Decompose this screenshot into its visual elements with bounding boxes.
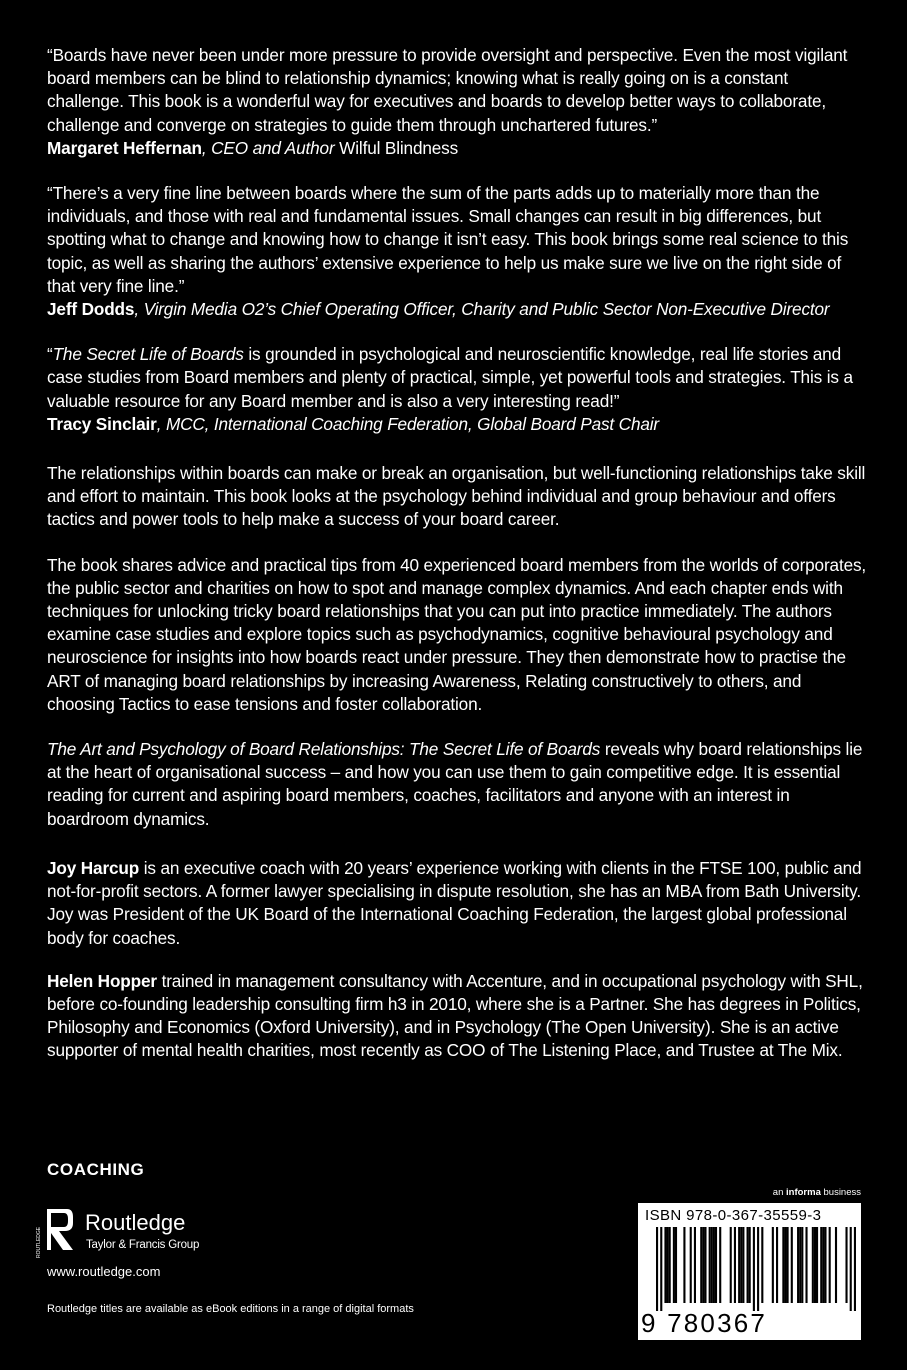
barcode-bar xyxy=(694,1227,696,1303)
barcode-bar xyxy=(734,1227,736,1303)
barcode-bar xyxy=(709,1227,711,1303)
quote-author-role: , CEO and Author xyxy=(201,137,335,158)
barcode-bar xyxy=(850,1227,852,1311)
quote-heffernan xyxy=(47,44,867,160)
barcode-bar xyxy=(711,1227,713,1303)
barcode-bar xyxy=(805,1227,807,1303)
barcode-bar xyxy=(814,1227,816,1303)
description-paragraph-3 xyxy=(47,738,867,831)
book-title: The Art and Psychology of Board Relationships: The Secret Life of Boards xyxy=(47,739,601,760)
barcode-bar xyxy=(667,1227,669,1303)
quote-text: “There’s a very fine line between boards where the sum of the parts adds up to materially more than the individuals, and those with real and fundamental issues. Small changes can result in big differences, but spotting what to change and knowing how to change it isn’t easy. This book brings some real science to this topic, as well as sharing the authors’ extensive experience to help us make sure we live on the right side of that very fine line.” xyxy=(47,183,849,296)
quote-author: Margaret Heffernan xyxy=(47,137,202,158)
author-bio-text: is an executive coach with 20 years’ experience working with clients in the FTSE 100, public and not-for-profit sectors. A former lawyer specialising in dispute resolution, she has an MBA from Bath University. Joy was President of the UK Board of the International Coaching Federation, the largest global professional body for coaches. xyxy=(47,857,862,948)
barcode-bar xyxy=(704,1227,706,1303)
author-name: Joy Harcup xyxy=(47,857,140,878)
barcode-bar xyxy=(660,1227,662,1311)
barcode-bar xyxy=(757,1227,759,1311)
barcode-bar xyxy=(761,1227,763,1303)
quote-text: “Boards have never been under more pressure to provide oversight and perspective. Even the most vigilant board members can be blind to relationship dynamics; knowing what is really going on is a constant challenge. This book is a wonderful way for executives and boards to develop better ways to collaborate, challenge and converge on strategies to guide them through unchartered futures.” xyxy=(47,45,848,135)
back-cover-content xyxy=(47,44,867,1083)
publisher-url[interactable]: www.routledge.com xyxy=(47,1264,161,1279)
description-paragraph-1: The relationships within boards can make or break an organisation, but well-functioning relationships take skill and effort to maintain. This book looks at the psychology behind individual and group behaviour and offers tactics and power tools to help make a success of your board career. xyxy=(47,463,866,530)
quote-author-role: , Virgin Media O2’s Chief Operating Officer, Charity and Public Sector Non-Executive Director xyxy=(134,299,830,320)
barcode-bar xyxy=(747,1227,749,1303)
barcode-bar xyxy=(829,1227,831,1303)
barcode-bar xyxy=(776,1227,778,1303)
barcode-bar xyxy=(816,1227,818,1303)
description-paragraph-2: The book shares advice and practical tips from 40 experienced board members from the worlds of corporates, the public sector and charities on how to spot and manage complex dynamics. And each chapter ends with techniques for unlocking tricky board relationships that you can put into practice immediately. The authors examine case studies and explore topics such as psychodynamics, cognitive behavioural psychology and neuroscience for insights into how boards react under pressure. They then demonstrate how to practise the ART of managing board relationships by increasing Awareness, Relating constructively to others, and choosing Tactics to ease tensions and foster collaboration. xyxy=(47,554,867,714)
informa-tagline xyxy=(773,1187,861,1198)
barcode-bar xyxy=(656,1227,658,1311)
publisher-name: Routledge xyxy=(85,1210,186,1235)
barcode-bar xyxy=(738,1227,740,1303)
barcode-bar xyxy=(730,1227,732,1303)
routledge-logo-icon xyxy=(37,1206,75,1260)
barcode-bar xyxy=(812,1227,814,1303)
barcode-bar xyxy=(669,1227,671,1303)
author-bio-harcup xyxy=(47,857,867,950)
barcode-bar xyxy=(797,1227,799,1303)
barcode-bar xyxy=(787,1227,789,1303)
quote-book-title: The Secret Life of Boards xyxy=(52,344,244,365)
description-text: reveals why board relationships lie at the heart of organisational success – and how you can use them to gain competitive edge. It is essential reading for current and aspiring board members, coaches, facilitators and anyone with an interest in boardroom dynamics. xyxy=(47,739,863,829)
subject-category: COACHING xyxy=(47,1160,145,1179)
barcode-bar xyxy=(782,1227,784,1303)
barcode-bar xyxy=(702,1227,704,1303)
barcode-bar xyxy=(824,1227,826,1303)
isbn-barcode xyxy=(638,1203,861,1369)
barcode-bar xyxy=(854,1227,856,1311)
barcode-bar xyxy=(742,1227,744,1303)
barcode-bar xyxy=(845,1227,847,1303)
informa-brand: informa xyxy=(786,1187,821,1198)
barcode-bar xyxy=(772,1227,774,1303)
barcode-bar xyxy=(753,1227,755,1311)
barcode-bar xyxy=(675,1227,677,1303)
quote-text: “ xyxy=(47,344,53,365)
barcode-bar xyxy=(719,1227,721,1303)
publisher-logo xyxy=(37,1206,257,1260)
author-name: Helen Hopper xyxy=(47,970,157,991)
barcode-bar xyxy=(683,1227,685,1303)
barcode-bar xyxy=(749,1227,751,1303)
barcode-bar xyxy=(799,1227,801,1303)
quote-author: Tracy Sinclair xyxy=(47,413,157,434)
quote-author-book: Wilful Blindness xyxy=(334,137,459,158)
barcode-digits: 9 780367 355593 xyxy=(641,1308,768,1369)
quote-dodds xyxy=(47,182,867,321)
barcode-bar xyxy=(715,1227,717,1303)
publisher-group: Taylor & Francis Group xyxy=(86,1239,200,1251)
barcode-bar xyxy=(664,1227,666,1303)
barcode-bar xyxy=(673,1227,675,1303)
ebook-note: Routledge titles are available as eBook editions in a range of digital formats xyxy=(47,1303,414,1315)
barcode-bar xyxy=(690,1227,692,1303)
author-bio-text: trained in management consultancy with Accenture, and in occupational psychology with SHL, before co-founding leadership consulting firm h3 in 2010, where she is a Partner. She has degrees in Politics, Philosophy and Economics (Oxford University), and in Psychology (The Open University). She is an active supporter of mental health charities, most recently as COO of The Listening Place, and Trustee at The Mix. xyxy=(47,970,863,1061)
informa-prefix: an xyxy=(772,1187,787,1198)
barcode-bar xyxy=(801,1227,803,1303)
barcode-bar xyxy=(700,1227,702,1303)
isbn-number: ISBN 978-0-367-35559-3 xyxy=(645,1207,822,1224)
barcode-bar xyxy=(713,1227,715,1303)
quote-author: Jeff Dodds xyxy=(47,299,135,320)
barcode-bar xyxy=(784,1227,786,1303)
barcode-bars xyxy=(656,1227,856,1311)
informa-suffix: business xyxy=(820,1187,861,1198)
barcode-bar xyxy=(791,1227,793,1303)
barcode-bar xyxy=(822,1227,824,1303)
logo-wordmark: ROUTLEDGE xyxy=(36,1226,42,1258)
author-bio-hopper xyxy=(47,970,867,1063)
quote-author-role: , MCC, International Coaching Federation, Global Board Past Chair xyxy=(156,413,660,434)
quote-sinclair xyxy=(47,343,867,436)
barcode-bar xyxy=(835,1227,837,1303)
quote-text: is grounded in psychological and neuroscientific knowledge, real life stories and case studies from Board members and plenty of practical, simple, yet powerful tools and strategies. This is a valuable resource for any Board member and is also a very interesting read!” xyxy=(47,344,853,411)
barcode-bar xyxy=(820,1227,822,1303)
barcode-bar xyxy=(740,1227,742,1303)
